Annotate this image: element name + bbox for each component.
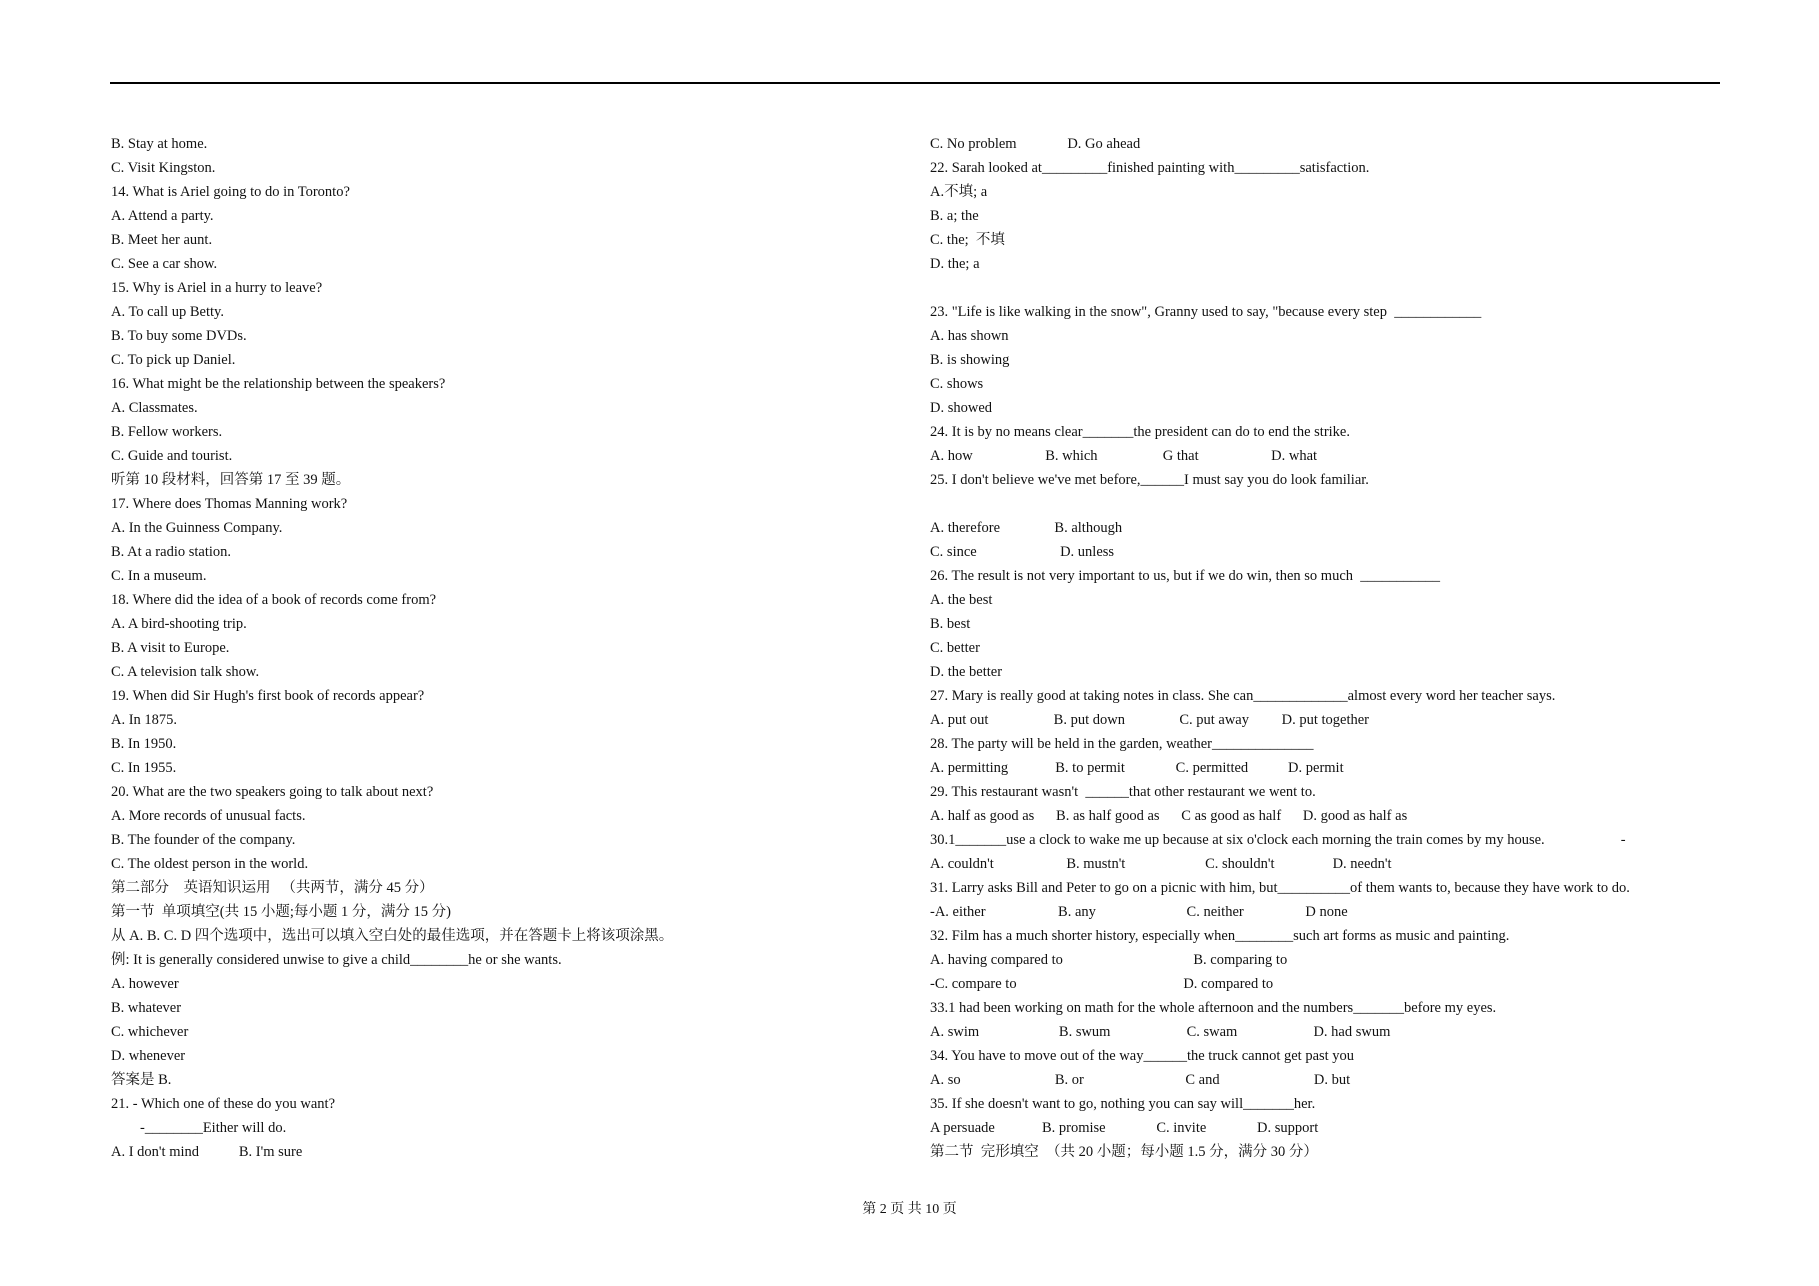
text-line: A. so B. or C and D. but: [930, 1072, 1351, 1088]
text-line: C. shows: [930, 376, 984, 392]
text-line: B. is showing: [930, 352, 1010, 368]
text-line: 30.1_______use a clock to wake me up because at six o'clock each morning the train comes by my house. -: [930, 832, 1626, 848]
left-column: [111, 132, 911, 1164]
text-line: C. better: [930, 640, 980, 656]
text-line: C. Guide and tourist.: [111, 448, 233, 464]
text-line: -________Either will do.: [111, 1120, 287, 1136]
text-line: 23. "Life is like walking in the snow", Granny used to say, "because every step ____________: [930, 304, 1482, 320]
text-line: B. In 1950.: [111, 736, 177, 752]
text-line: A. how B. which G that D. what: [930, 448, 1318, 464]
text-line: 14. What is Ariel going to do in Toronto?: [111, 184, 350, 200]
text-line: A. swim B. swum C. swam D. had swum: [930, 1024, 1391, 1040]
text-line: B. A visit to Europe.: [111, 640, 230, 656]
text-line: 24. It is by no means clear_______the president can do to end the strike.: [930, 424, 1350, 440]
text-line: C. A television talk show.: [111, 664, 260, 680]
text-line: B. To buy some DVDs.: [111, 328, 247, 344]
text-line: 16. What might be the relationship between the speakers?: [111, 376, 446, 392]
text-line: A. therefore B. although: [930, 520, 1123, 536]
text-line: 29. This restaurant wasn't ______that other restaurant we went to.: [930, 784, 1316, 800]
text-line: A. has shown: [930, 328, 1009, 344]
text-line: 34. You have to move out of the way______the truck cannot get past you: [930, 1048, 1355, 1064]
text-line: C. No problem D. Go ahead: [930, 136, 1141, 152]
text-line: A. permitting B. to permit C. permitted D. permit: [930, 760, 1344, 776]
text-line: 31. Larry asks Bill and Peter to go on a picnic with him, but__________of them wants to, because they have work to do.: [930, 880, 1630, 896]
text-line: C. To pick up Daniel.: [111, 352, 236, 368]
text-line: A.不填; a: [930, 184, 988, 200]
text-line: 答案是 B.: [111, 1072, 172, 1088]
text-line: D. whenever: [111, 1048, 186, 1064]
text-line: A. More records of unusual facts.: [111, 808, 306, 824]
text-line: A. half as good as B. as half good as C as good as half D. good as half as: [930, 808, 1408, 824]
text-line: 18. Where did the idea of a book of records come from?: [111, 592, 437, 608]
text-line: C. See a car show.: [111, 256, 218, 272]
text-line: A. however: [111, 976, 179, 992]
text-line: B. Stay at home.: [111, 136, 208, 152]
text-line: 从 A. B. C. D 四个选项中，选出可以填入空白处的最佳选项，并在答题卡上将该项涂黑。: [111, 928, 674, 944]
text-line: [930, 276, 1710, 300]
text-line: A. couldn't B. mustn't C. shouldn't D. needn't: [930, 856, 1392, 872]
text-line: D. showed: [930, 400, 993, 416]
text-line: A. Attend a party.: [111, 208, 214, 224]
text-line: D. the better: [930, 664, 1003, 680]
text-line: 35. If she doesn't want to go, nothing you can say will_______her.: [930, 1096, 1316, 1112]
text-line: 17. Where does Thomas Manning work?: [111, 496, 348, 512]
text-line: A. put out B. put down C. put away D. put together: [930, 712, 1370, 728]
text-line: C. since D. unless: [930, 544, 1115, 560]
right-column: [930, 132, 1710, 1164]
text-line: C. Visit Kingston.: [111, 160, 216, 176]
text-line: D. the; a: [930, 256, 980, 272]
text-line: 19. When did Sir Hugh's first book of records appear?: [111, 688, 425, 704]
text-line: A. To call up Betty.: [111, 304, 224, 320]
text-line: B. At a radio station.: [111, 544, 232, 560]
text-line: 28. The party will be held in the garden, weather______________: [930, 736, 1314, 752]
text-line: 32. Film has a much shorter history, especially when________such art forms as music and painting.: [930, 928, 1510, 944]
text-line: A. A bird-shooting trip.: [111, 616, 247, 632]
text-line: [930, 492, 1710, 516]
text-line: -A. either B. any C. neither D none: [930, 904, 1348, 920]
text-line: A. the best: [930, 592, 993, 608]
text-line: B. The founder of the company.: [111, 832, 296, 848]
text-line: -C. compare to D. compared to: [930, 976, 1274, 992]
text-line: 33.1 had been working on math for the whole afternoon and the numbers_______before my eyes.: [930, 1000, 1497, 1016]
text-line: 27. Mary is really good at taking notes in class. She can_____________almost every word her teacher says.: [930, 688, 1556, 704]
text-line: C. In a museum.: [111, 568, 207, 584]
text-line: A. In 1875.: [111, 712, 178, 728]
text-line: B. whatever: [111, 1000, 182, 1016]
text-line: C. The oldest person in the world.: [111, 856, 309, 872]
text-line: B. best: [930, 616, 971, 632]
text-line: 听第 10 段材料，回答第 17 至 39 题。: [111, 472, 351, 488]
text-line: 20. What are the two speakers going to talk about next?: [111, 784, 434, 800]
text-line: A persuade B. promise C. invite D. support: [930, 1120, 1319, 1136]
section-heading: 第二节 完形填空 （共 20 小题；每小题 1.5 分，满分 30 分）: [930, 1144, 1318, 1160]
section-heading: 第二部分 英语知识运用 （共两节，满分 45 分）: [111, 880, 434, 896]
text-line: A. In the Guinness Company.: [111, 520, 283, 536]
page-footer: 第 2 页 共 10 页: [862, 1202, 957, 1217]
header-rule: [110, 82, 1720, 84]
text-line: B. Fellow workers.: [111, 424, 223, 440]
text-line: 21. - Which one of these do you want?: [111, 1096, 336, 1112]
text-line: C. whichever: [111, 1024, 189, 1040]
text-line: 26. The result is not very important to us, but if we do win, then so much ___________: [930, 568, 1440, 584]
text-line: 25. I don't believe we've met before,______I must say you do look familiar.: [930, 472, 1369, 488]
text-line: A. having compared to B. comparing to: [930, 952, 1288, 968]
text-line: C. In 1955.: [111, 760, 177, 776]
text-line: B. Meet her aunt.: [111, 232, 213, 248]
text-line: A. I don't mind B. I'm sure: [111, 1144, 303, 1160]
text-line: B. a; the: [930, 208, 979, 224]
text-line: C. the; 不填: [930, 232, 1005, 248]
section-heading: 第一节 单项填空(共 15 小题;每小题 1 分，满分 15 分): [111, 904, 451, 920]
text-line: 22. Sarah looked at_________finished painting with_________satisfaction.: [930, 160, 1370, 176]
text-line: 例: It is generally considered unwise to give a child________he or she wants.: [111, 952, 562, 968]
text-line: 15. Why is Ariel in a hurry to leave?: [111, 280, 323, 296]
text-line: A. Classmates.: [111, 400, 198, 416]
